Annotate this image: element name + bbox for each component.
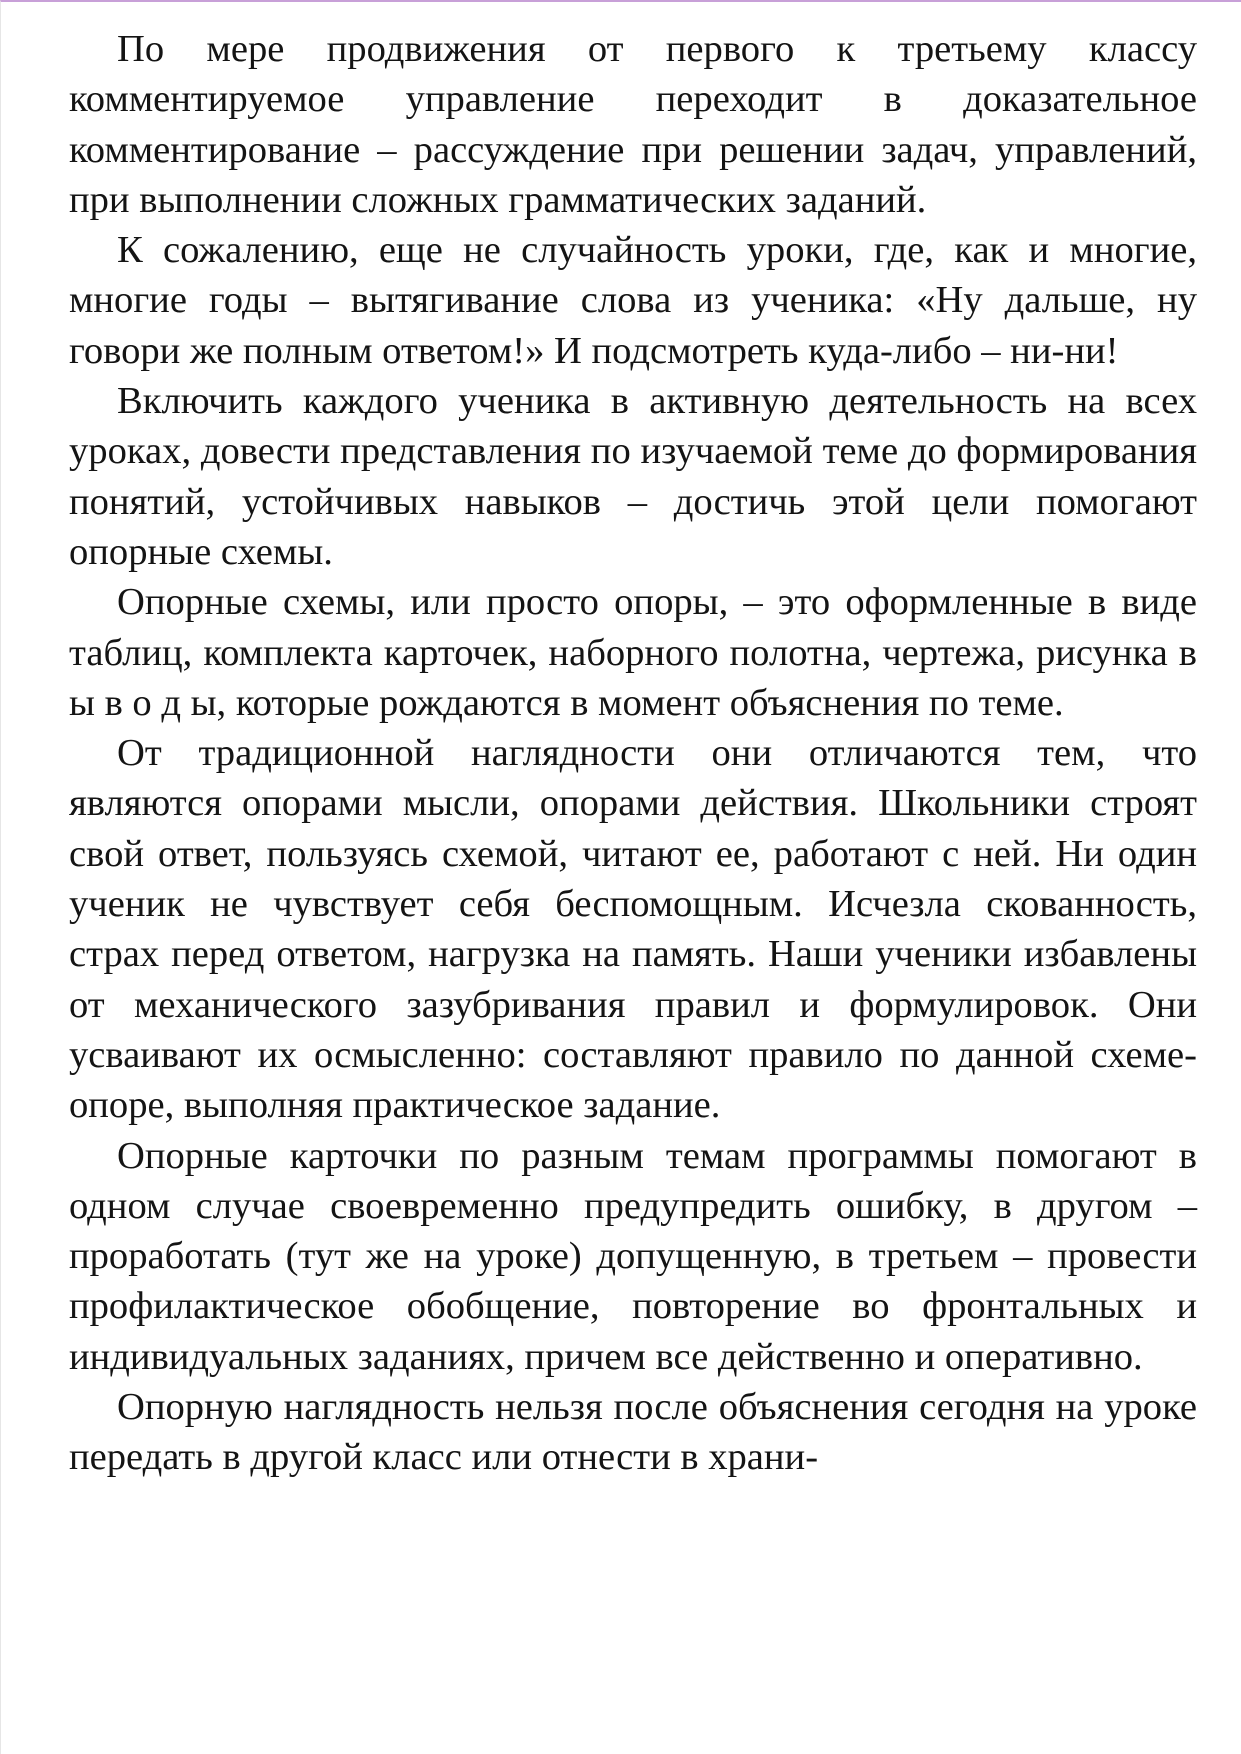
- paragraph-5: От традиционной наглядности они отличаются тем, что являются опорами мысли, опорами действия. Школьники строят свой ответ, пользуясь схемой, читают ее, работают с ней. Ни один ученик не чувствует себя беспомощным. Исчезла скованность, страх перед ответом, нагрузка на память. Наши ученики избавлены от механического зазубривания правил и формулировок. Они усваивают их осмысленно: составляют правило по данной схеме-опоре, выполняя практическое задание.: [69, 732, 1197, 1127]
- paragraph-3: Включить каждого ученика в активную деятельность на всех уроках, довести представления по изучаемой теме до формирования понятий, устойчивых навыков – достичь этой цели помогают опорные схемы.: [69, 380, 1197, 573]
- paragraph-2: К сожалению, еще не случайность уроки, где, как и многие, многие годы – вытягивание слова из ученика: «Ну дальше, ну говори же полным ответом!» И подсмотреть куда-либо – ни-ни!: [69, 229, 1197, 372]
- page-text: [69, 24, 1197, 1483]
- paragraph-6: Опорные карточки по разным темам программы помогают в одном случае своевременно предупредить ошибку, в другом – проработать (тут же на уроке) допущенную, в третьем – провести профилактическое обобщение, повторение во фронтальных и индивидуальных заданиях, причем все действенно и оперативно.: [69, 1134, 1197, 1378]
- paragraph-4: Опорные схемы, или просто опоры, – это оформленные в виде таблиц, комплекта карточек, наборного полотна, чертежа, рисунка в ы в о д ы, которые рождаются в момент объяснения по теме.: [69, 581, 1197, 724]
- paragraph-7: Опорную наглядность нельзя после объяснения сегодня на уроке передать в другой класс или отнести в храни-: [69, 1386, 1197, 1479]
- paragraph-1: По мере продвижения от первого к третьему классу комментируемое управление переходит в доказательное комментирование – рассуждение при решении задач, управлений, при выполнении сложных грамматических заданий.: [69, 28, 1197, 221]
